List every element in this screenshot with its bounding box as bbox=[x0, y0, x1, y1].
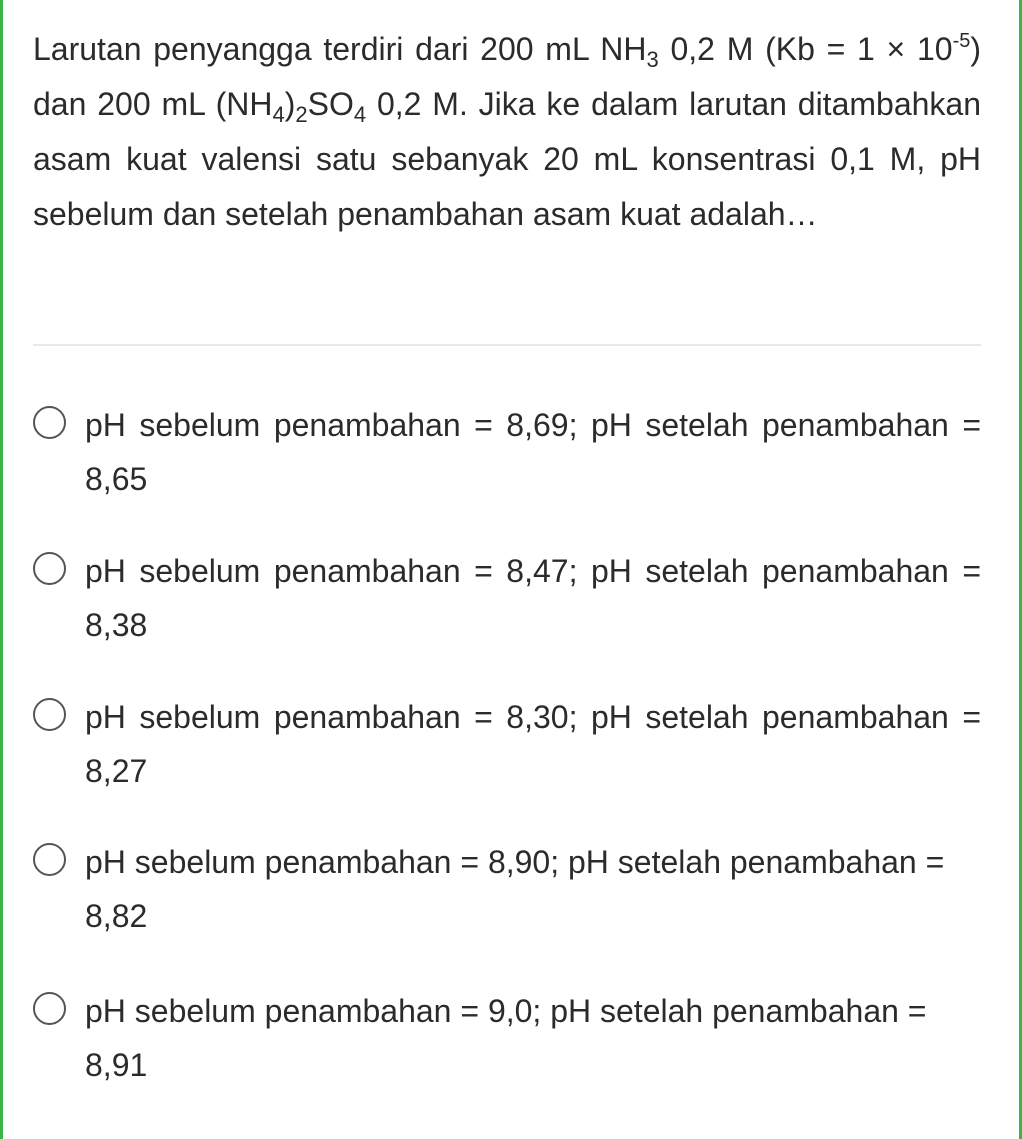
question-text bbox=[33, 22, 981, 242]
radio-unselected-icon[interactable] bbox=[33, 843, 66, 876]
answer-option-a[interactable] bbox=[33, 398, 981, 508]
question-part: 0,2 M. Jika ke dalam larutan ditambahkan asam kuat valensi satu sebanyak 20 mL konsentrasi 0,1 M, pH sebelum dan setelah penambahan asam kuat adalah… bbox=[33, 86, 982, 232]
answer-option-label: pH sebelum penambahan = 8,47; pH setelah penambahan = 8,38 bbox=[85, 553, 981, 643]
answer-option-label: pH sebelum penambahan = 8,90; pH setelah penambahan = 8,82 bbox=[85, 844, 945, 934]
answer-option-e[interactable] bbox=[33, 984, 981, 1094]
question-part: ) dan 200 mL (NH bbox=[33, 31, 982, 122]
question-subscript: 2 bbox=[295, 102, 308, 127]
answer-option-label: pH sebelum penambahan = 8,69; pH setelah penambahan = 8,65 bbox=[85, 407, 981, 497]
radio-unselected-icon[interactable] bbox=[33, 698, 66, 731]
question-subscript: 4 bbox=[272, 102, 285, 127]
question-subscript: 3 bbox=[646, 47, 659, 72]
question-subscript: 4 bbox=[353, 102, 367, 127]
question-part: ) bbox=[284, 86, 296, 122]
question-part: SO bbox=[307, 86, 354, 122]
question-part: Larutan penyangga terdiri dari 200 mL NH bbox=[33, 31, 647, 67]
answer-option-d[interactable] bbox=[33, 835, 981, 945]
radio-unselected-icon[interactable] bbox=[33, 552, 66, 585]
answer-option-label: pH sebelum penambahan = 9,0; pH setelah penambahan = 8,91 bbox=[85, 993, 927, 1083]
answer-option-b[interactable] bbox=[33, 544, 981, 654]
radio-unselected-icon[interactable] bbox=[33, 406, 66, 439]
answer-option-c[interactable] bbox=[33, 690, 981, 800]
question-superscript: -5 bbox=[952, 30, 971, 52]
question-part: 0,2 M (Kb = 1 × 10 bbox=[658, 31, 953, 67]
answer-option-label: pH sebelum penambahan = 8,30; pH setelah penambahan = 8,27 bbox=[85, 699, 981, 789]
divider bbox=[33, 344, 981, 346]
radio-unselected-icon[interactable] bbox=[33, 992, 66, 1025]
